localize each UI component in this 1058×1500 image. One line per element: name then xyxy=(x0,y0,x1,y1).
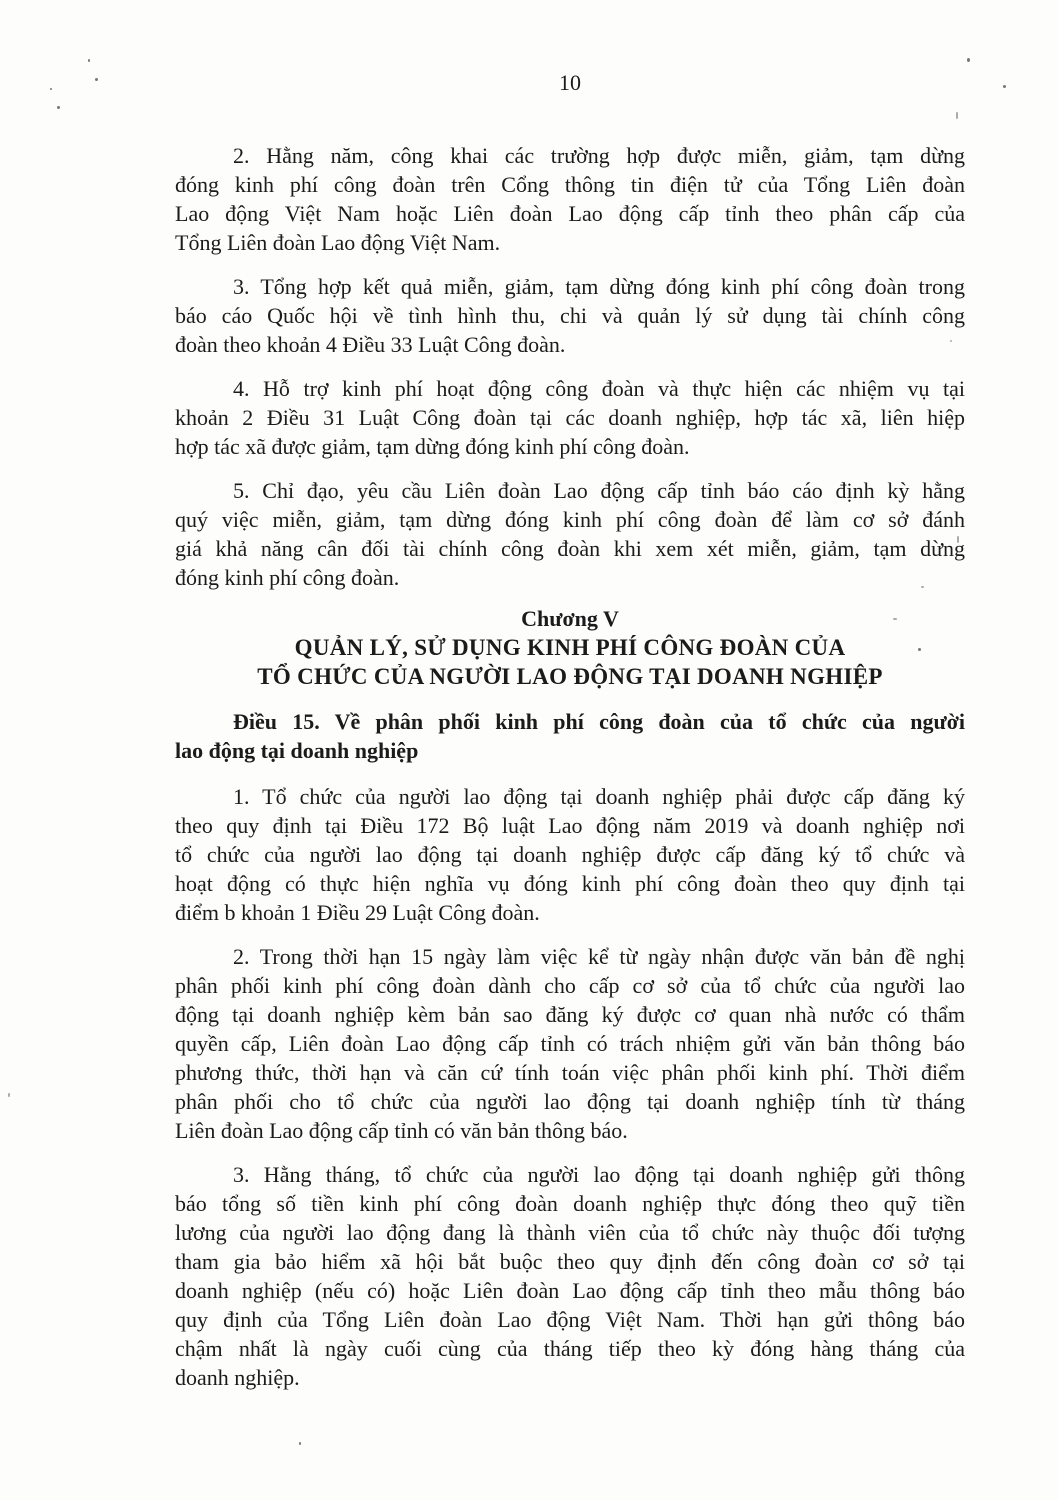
text-line: 3. Tổng hợp kết quả miễn, giảm, tạm dừng đóng kinh phí công đoàn trong xyxy=(233,274,965,299)
text-line: báo tổng số tiền kinh phí công đoàn doanh nghiệp thực đóng theo quỹ tiền xyxy=(175,1191,965,1216)
scan-speck xyxy=(95,78,98,81)
text-line: phương thức, thời hạn và căn cứ tính toán việc phân phối kinh phí. Thời điểm xyxy=(175,1060,965,1085)
text-line: 5. Chỉ đạo, yêu cầu Liên đoàn Lao động cấp tỉnh báo cáo định kỳ hằng xyxy=(233,478,965,503)
scan-speck xyxy=(956,112,958,119)
scan-speck xyxy=(50,88,52,90)
text-line: động tại doanh nghiệp kèm bản sao đăng ký được cơ quan nhà nước có thẩm xyxy=(175,1002,965,1027)
text-line: doanh nghiệp (nếu có) hoặc Liên đoàn Lao động cấp tỉnh theo mẫu thông báo xyxy=(175,1278,965,1303)
text-line: 4. Hỗ trợ kinh phí hoạt động công đoàn và thực hiện các nhiệm vụ tại xyxy=(233,376,965,401)
scan-speck xyxy=(893,618,897,620)
text-line: lương của người lao động đang là thành viên của tổ chức này thuộc đối tượng xyxy=(175,1220,965,1245)
clause-3 xyxy=(175,272,965,359)
text-line: đóng kinh phí công đoàn. xyxy=(175,565,400,590)
article-15-clause-2 xyxy=(175,942,965,1145)
text-line: phân phối kinh phí công đoàn dành cho cấp cơ sở của tổ chức của người lao xyxy=(175,973,965,998)
scan-speck xyxy=(8,1093,10,1097)
scan-speck xyxy=(967,58,970,62)
text-line: giá khả năng cân đối tài chính công đoàn khi xem xét miễn, giảm, tạm dừng xyxy=(175,536,965,561)
clause-4 xyxy=(175,374,965,461)
article-15-heading xyxy=(175,707,965,765)
text-line: 3. Hằng tháng, tổ chức của người lao động tại doanh nghiệp gửi thông xyxy=(233,1162,965,1187)
text-line: báo cáo Quốc hội về tình hình thu, chi và quản lý sử dụng tài chính công xyxy=(175,303,965,328)
text-line: Tổng Liên đoàn Lao động Việt Nam. xyxy=(175,230,501,255)
text-line: theo quy định tại Điều 172 Bộ luật Lao động năm 2019 và doanh nghiệp nơi xyxy=(175,813,965,838)
scan-speck xyxy=(57,106,60,109)
scan-speck xyxy=(299,1442,301,1445)
text-line: tham gia bảo hiểm xã hội bắt buộc theo quy định đến công đoàn cơ sở tại xyxy=(175,1249,965,1274)
chapter-title-line: TỔ CHỨC CỦA NGƯỜI LAO ĐỘNG TẠI DOANH NGHIỆP xyxy=(257,664,883,689)
text-line: doanh nghiệp. xyxy=(175,1365,300,1390)
scan-speck xyxy=(957,536,959,543)
scan-speck xyxy=(950,340,952,342)
text-line: khoản 2 Điều 31 Luật Công đoàn tại các doanh nghiệp, hợp tác xã, liên hiệp xyxy=(175,405,965,430)
text-line: quý việc miễn, giảm, tạm dừng đóng kinh phí công đoàn để làm cơ sở đánh xyxy=(175,507,965,532)
text-line: hoạt động có thực hiện nghĩa vụ đóng kinh phí công đoàn theo quy định tại xyxy=(175,871,965,896)
document-body xyxy=(175,141,965,1407)
text-line: đóng kinh phí công đoàn trên Cổng thông tin điện tử của Tổng Liên đoàn xyxy=(175,172,965,197)
text-line: chậm nhất là ngày cuối cùng của tháng tiếp theo kỳ đóng hàng tháng của xyxy=(175,1336,965,1361)
scan-speck xyxy=(1003,85,1006,88)
chapter-heading xyxy=(175,604,965,691)
text-line: 1. Tổ chức của người lao động tại doanh nghiệp phải được cấp đăng ký xyxy=(233,784,965,809)
text-line: phân phối cho tổ chức của người lao động tại doanh nghiệp tính từ tháng xyxy=(175,1089,965,1114)
text-line: lao động tại doanh nghiệp xyxy=(175,738,419,763)
text-line: quy định của Tổng Liên đoàn Lao động Việt Nam. Thời hạn gửi thông báo xyxy=(175,1307,965,1332)
clause-2 xyxy=(175,141,965,257)
article-15-clause-1 xyxy=(175,782,965,927)
text-line: Liên đoàn Lao động cấp tỉnh có văn bản thông báo. xyxy=(175,1118,628,1143)
text-line: 2. Trong thời hạn 15 ngày làm việc kể từ ngày nhận được văn bản đề nghị xyxy=(233,944,965,969)
text-line: tổ chức của người lao động tại doanh nghiệp được cấp đăng ký tổ chức và xyxy=(175,842,965,867)
chapter-title-line: QUẢN LÝ, SỬ DỤNG KINH PHÍ CÔNG ĐOÀN CỦA xyxy=(294,635,846,660)
article-15-clause-3 xyxy=(175,1160,965,1392)
text-line: Lao động Việt Nam hoặc Liên đoàn Lao động cấp tỉnh theo phân cấp của xyxy=(175,201,965,226)
text-line: điểm b khoản 1 Điều 29 Luật Công đoàn. xyxy=(175,900,540,925)
chapter-label: Chương V xyxy=(521,606,619,631)
text-line: quyền cấp, Liên đoàn Lao động cấp tỉnh có trách nhiệm gửi văn bản thông báo xyxy=(175,1031,965,1056)
clause-5 xyxy=(175,476,965,592)
scan-speck xyxy=(918,648,921,651)
scan-speck xyxy=(921,586,924,588)
text-line: hợp tác xã được giảm, tạm dừng đóng kinh phí công đoàn. xyxy=(175,434,690,459)
scan-speck xyxy=(88,59,90,62)
text-line: 2. Hằng năm, công khai các trường hợp được miễn, giảm, tạm dừng xyxy=(233,143,965,168)
page-number: 10 xyxy=(559,70,581,95)
text-line: đoàn theo khoản 4 Điều 33 Luật Công đoàn. xyxy=(175,332,566,357)
text-line: Điều 15. Về phân phối kinh phí công đoàn của tổ chức của người xyxy=(233,709,965,734)
